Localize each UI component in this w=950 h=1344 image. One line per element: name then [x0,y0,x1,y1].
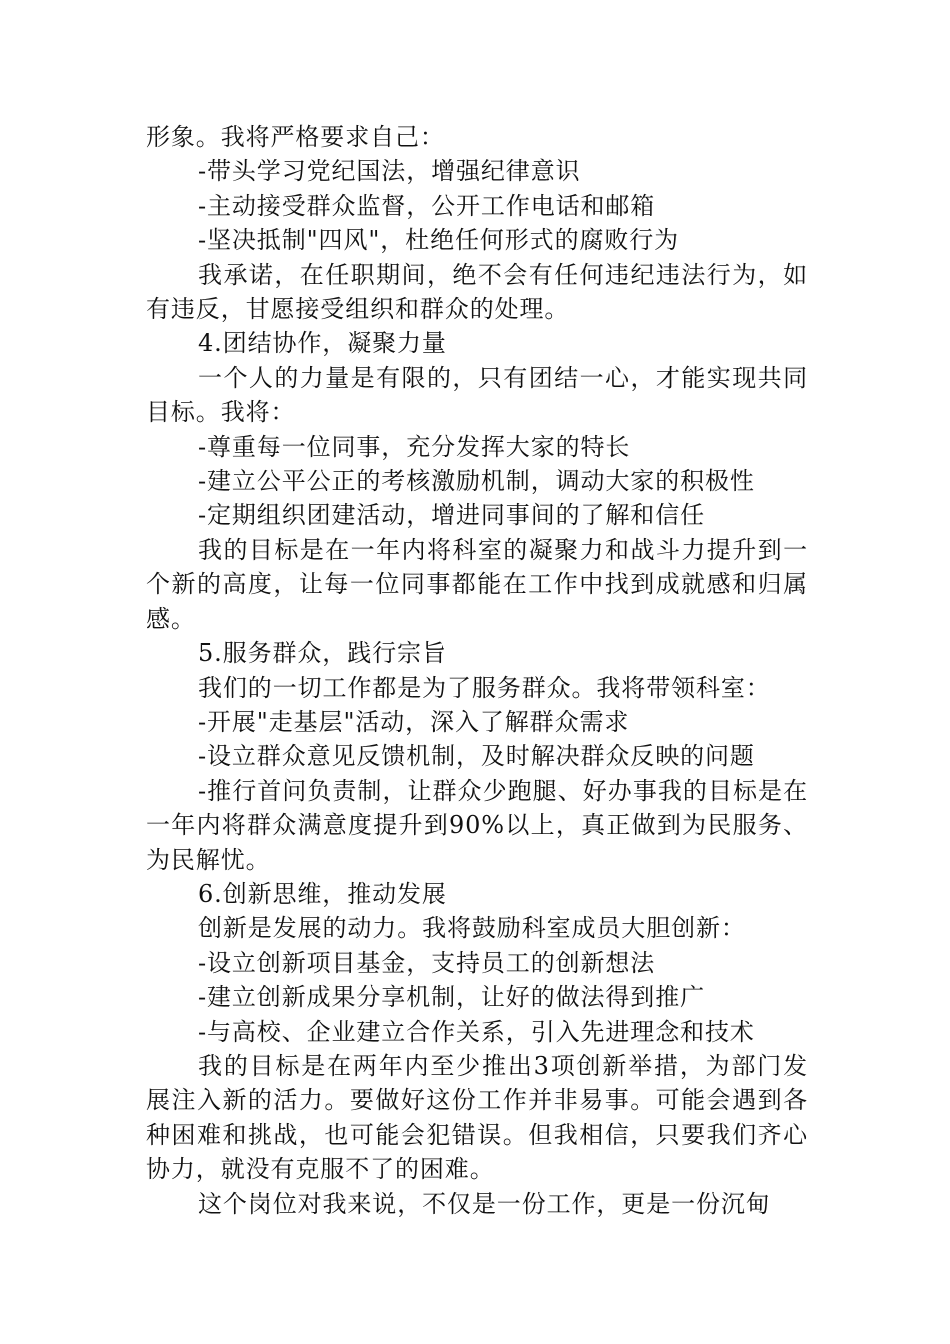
list-item: -设立创新项目基金，支持员工的创新想法 [198,948,656,977]
list-item: -与高校、企业建立合作关系，引入先进理念和技术 [198,1017,755,1046]
paragraph: 我承诺，在任职期间，绝不会有任何违纪违法行为，如有违反，甘愿接受组织和群众的处理。 [146,260,808,324]
section-heading: 5.服务群众，践行宗旨 [198,639,447,668]
list-item: -主动接受群众监督，公开工作电话和邮箱 [198,191,656,220]
paragraph: 形象。我将严格要求自己： [146,123,445,151]
list-item: -开展"走基层"活动，深入了解群众需求 [198,707,630,736]
list-item: -设立群众意见反馈机制，及时解决群众反映的问题 [198,742,755,771]
paragraph: 我的目标是在两年内至少推出3项创新举措，为部门发展注入新的活力。要做好这份工作并非易事。可能会遇到各种困难和挑战，也可能会犯错误。但我相信，只要我们齐心协力，就没有克服不了的困难。 [146,1051,808,1184]
paragraph: 我的目标是在一年内将科室的凝聚力和战斗力提升到一个新的高度，让每一位同事都能在工作中找到成就感和归属感。 [146,535,808,633]
list-item: -定期组织团建活动，增进同事间的了解和信任 [198,501,706,530]
list-item: -建立公平公正的考核激励机制，调动大家的积极性 [198,467,755,496]
list-item: -建立创新成果分享机制，让好的做法得到推广 [198,983,706,1012]
paragraph: 我们的一切工作都是为了服务群众。我将带领科室： [198,673,771,702]
list-item: -推行首问负责制，让群众少跑腿、好办事我的目标是在一年内将群众满意度提升到90%以上，真正做到为民服务、为民解忧。 [146,776,808,874]
paragraph: 一个人的力量是有限的，只有团结一心，才能实现共同目标。我将： [146,363,808,427]
paragraph: 创新是发展的动力。我将鼓励科室成员大胆创新： [198,914,746,943]
list-item: -带头学习党纪国法，增强纪律意识 [198,157,581,186]
list-item: -尊重每一位同事，充分发挥大家的特长 [198,432,631,461]
paragraph: 这个岗位对我来说，不仅是一份工作，更是一份沉甸 [198,1189,771,1218]
document-page [146,120,808,1221]
list-item: -坚决抵制"四风"，杜绝任何形式的腐败行为 [198,226,680,255]
section-heading: 6.创新思维，推动发展 [198,879,447,908]
section-heading: 4.团结协作，凝聚力量 [198,329,447,358]
